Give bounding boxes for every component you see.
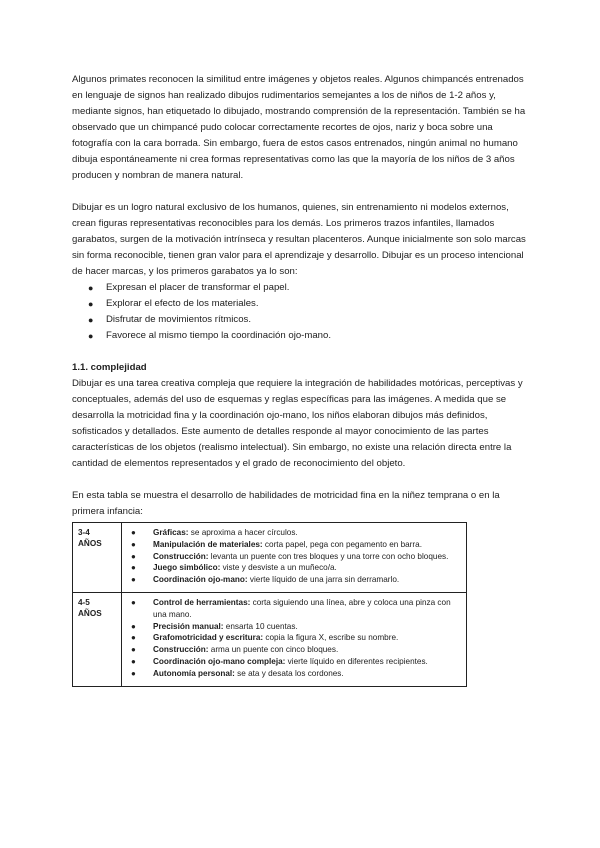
bullet-icon: ● xyxy=(88,315,94,325)
list-item: ● Favorece al mismo tiempo la coordinación ojo-mano. xyxy=(88,328,528,344)
list-item: ● Manipulación de materiales: corta papel, pega con pegamento en barra. xyxy=(131,539,422,549)
paragraph-complejidad: Dibujar es una tarea creativa compleja que requiere la integración de habilidades motóricas, perceptivas y conceptuales, además del uso de esquemas y reglas específicas para las imágenes. A medida que se desarrolla la motricidad fina y la coordinación ojo-mano, los niños elaboran dibujos más definidos, sofisticados y detallados. Este aumento de detalles responde al mayor conocimiento de las partes características de los objetos (realismo intelectual). Sin embargo, no existe una relación directa entre la cantidad de elementos representados y el grado de reconocimiento del objeto. xyxy=(72,378,523,469)
bullet-icon: ● xyxy=(131,668,136,678)
list-item: ● Coordinación ojo-mano: vierte líquido de una jarra sin derramarlo. xyxy=(131,575,400,585)
list-item: ● Control de herramientas: corta siguiendo una línea, abre y coloca una pinza con una mano. xyxy=(131,597,451,619)
bullet-icon: ● xyxy=(131,563,136,573)
list-item: ● Coordinación ojo-mano compleja: vierte líquido en diferentes recipientes. xyxy=(131,656,428,666)
motricidad-table xyxy=(72,522,467,687)
skills-cell xyxy=(122,523,467,593)
bullet-icon: ● xyxy=(131,528,136,537)
skills-list xyxy=(127,597,461,680)
table-row xyxy=(73,592,467,686)
bullet-icon: ● xyxy=(131,575,136,585)
skills-list xyxy=(127,527,461,586)
paragraph-dibujar: Dibujar es un logro natural exclusivo de los humanos, quienes, sin entrenamiento ni modelos externos, crean figuras representativas reconocibles para los demás. Los primeros trazos infantiles, llamados garabatos, surgen de la motivación intrínseca y resultan placenteros. Aunque inicialmente son solo marcas sin forma reconocible, tienen gran valor para el aprendizaje y desarrollo. Dibujar es un proceso intencional de hacer marcas, y los primeros garabatos ya lo son: xyxy=(72,202,526,277)
table-row xyxy=(73,523,467,593)
list-item: ● Construcción: levanta un puente con tres bloques y una torre con ocho bloques. xyxy=(131,551,449,561)
list-item: ● Grafomotricidad y escritura: copia la figura X, escribe su nombre. xyxy=(131,633,399,643)
list-item: ● Construcción: arma un puente con cinco bloques. xyxy=(131,645,339,655)
document-page xyxy=(72,72,528,687)
list-item: ● Gráficas: se aproxima a hacer círculos. xyxy=(131,528,298,537)
bullet-icon: ● xyxy=(88,299,94,309)
list-item: ● Disfrutar de movimientos rítmicos. xyxy=(88,312,528,328)
bullet-icon: ● xyxy=(131,597,136,607)
list-item: ● Autonomía personal: se ata y desata los cordones. xyxy=(131,668,344,678)
paragraph-primates: Algunos primates reconocen la similitud entre imágenes y objetos reales. Algunos chimpancés entrenados en lenguaje de signos han realizado dibujos rudimentarios semejantes a los de niños de 1-2 años y, mediante signos, han etiquetado lo dibujado, mostrando comprensión de la representación. También se ha observado que un chimpancé pudo colocar correctamente recortes de ojos, nariz y boca sobre una fotografía con la cara borrada. Sin embargo, fuera de estos casos entrenados, ningún animal no humano dibuja espontáneamente ni crea formas representativas como las que la mayoría de los niños de 3 años producen y nombran de manera natural. xyxy=(72,74,526,181)
skills-cell xyxy=(122,592,467,686)
bullet-icon: ● xyxy=(131,645,136,655)
bullet-icon: ● xyxy=(131,551,136,561)
bullet-icon: ● xyxy=(88,283,94,293)
list-item: ● Expresan el placer de transformar el papel. xyxy=(88,280,528,296)
list-item: ● Juego simbólico: viste y desviste a un muñeco/a. xyxy=(131,563,337,573)
section-heading: 1.1. complejidad xyxy=(72,362,147,373)
age-cell: 3-4 AÑOS xyxy=(73,523,122,593)
table-intro: En esta tabla se muestra el desarrollo de habilidades de motricidad fina en la niñez temprana o en la primera infancia: xyxy=(72,490,500,517)
bullet-icon: ● xyxy=(131,633,136,643)
bullet-icon: ● xyxy=(131,621,136,631)
age-cell: 4-5 AÑOS xyxy=(73,592,122,686)
bullet-icon: ● xyxy=(88,331,94,341)
list-item: ● Explorar el efecto de los materiales. xyxy=(88,296,528,312)
bullet-icon: ● xyxy=(131,656,136,666)
garabatos-list xyxy=(72,280,528,344)
list-item: ● Precisión manual: ensarta 10 cuentas. xyxy=(131,621,298,631)
bullet-icon: ● xyxy=(131,539,136,549)
